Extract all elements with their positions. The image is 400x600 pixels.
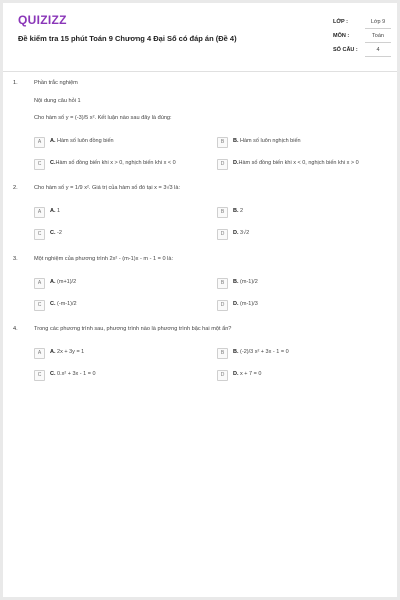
meta-label-subject: MÔN : bbox=[333, 33, 350, 39]
option-text: D.Hàm số đồng biến khi x < 0, nghịch biến khi x > 0 bbox=[233, 160, 359, 166]
option-letter-box: A bbox=[34, 207, 45, 218]
option-text: A. 1 bbox=[50, 208, 61, 214]
quiz-sheet bbox=[3, 3, 397, 597]
quiz-meta bbox=[333, 16, 393, 58]
option-letter-box: D bbox=[217, 370, 228, 381]
option-letter-box: D bbox=[217, 300, 228, 311]
option-letter-box: A bbox=[34, 278, 45, 289]
option-text: B. (m-1)/2 bbox=[233, 279, 258, 285]
option-letter-box: B bbox=[217, 278, 228, 289]
meta-underline bbox=[365, 42, 391, 43]
meta-value-count: 4 bbox=[376, 47, 380, 53]
meta-value-grade: Lớp 9 bbox=[370, 19, 386, 25]
option-letter-box: B bbox=[217, 207, 228, 218]
question-number: 3. bbox=[13, 256, 18, 262]
question-text: Một nghiệm của phương trình 2x² - (m-1)x - m - 1 = 0 là: bbox=[34, 256, 174, 262]
option-letter-box: D bbox=[217, 229, 228, 240]
meta-value-subject: Toán bbox=[372, 33, 384, 39]
option-letter-box: C bbox=[34, 229, 45, 240]
option-letter-box: A bbox=[34, 348, 45, 359]
header-divider bbox=[3, 71, 397, 72]
question-number: 2. bbox=[13, 185, 18, 191]
option-text: C.Hàm số đồng biến khi x > 0, nghịch biến khi x < 0 bbox=[50, 160, 176, 166]
option-text: A. 2x + 3y = 1 bbox=[50, 349, 85, 355]
meta-underline bbox=[365, 56, 391, 57]
meta-label-grade: LỚP : bbox=[333, 19, 348, 25]
option-letter-box: C bbox=[34, 159, 45, 170]
option-letter-box: C bbox=[34, 370, 45, 381]
option-letter-box: D bbox=[217, 159, 228, 170]
option-letter-box: A bbox=[34, 137, 45, 148]
option-text: C. (-m-1)/2 bbox=[50, 301, 77, 307]
question-number: 4. bbox=[13, 326, 18, 332]
option-text: B. Hàm số luôn nghịch biến bbox=[233, 138, 301, 144]
question-text: Cho hàm số y = (-3)/5 x². Kết luận nào sau đây là đúng: bbox=[34, 115, 172, 121]
meta-underline bbox=[365, 28, 391, 29]
option-text: D. (m-1)/3 bbox=[233, 301, 258, 307]
option-letter-box: B bbox=[217, 137, 228, 148]
quiz-header bbox=[3, 3, 397, 73]
quizizz-logo[interactable]: QUIZIZZ bbox=[18, 13, 67, 27]
option-text: C. -2 bbox=[50, 230, 62, 236]
meta-label-count: SỐ CÂU : bbox=[333, 47, 358, 53]
meta-row-count bbox=[333, 44, 393, 58]
option-text: B. (-2)/3 x² + 3x - 1 = 0 bbox=[233, 349, 289, 355]
option-text: B. 2 bbox=[233, 208, 244, 214]
option-text: A. (m+1)/2 bbox=[50, 279, 77, 285]
meta-row-subject bbox=[333, 30, 393, 44]
option-text: D. 3√2 bbox=[233, 230, 250, 236]
question-text: Trong các phương trình sau, phương trình nào là phương trình bậc hai một ẩn? bbox=[34, 326, 232, 332]
option-text: C. 0.x² + 3x - 1 = 0 bbox=[50, 371, 96, 377]
option-text: A. Hàm số luôn đồng biến bbox=[50, 138, 114, 144]
question-section: Phần trắc nghiệm bbox=[34, 80, 78, 86]
question-text: Cho hàm số y = 1/9 x². Giá trị của hàm số đó tại x = 3√3 là: bbox=[34, 185, 181, 191]
question-number: 1. bbox=[13, 80, 18, 86]
quiz-title: Đề kiểm tra 15 phút Toán 9 Chương 4 Đại Số có đáp án (Đề 4) bbox=[18, 34, 237, 43]
meta-row-grade bbox=[333, 16, 393, 30]
option-text: D. x + 7 = 0 bbox=[233, 371, 262, 377]
option-letter-box: B bbox=[217, 348, 228, 359]
option-letter-box: C bbox=[34, 300, 45, 311]
question-subtitle: Nội dung câu hỏi 1 bbox=[34, 98, 81, 104]
